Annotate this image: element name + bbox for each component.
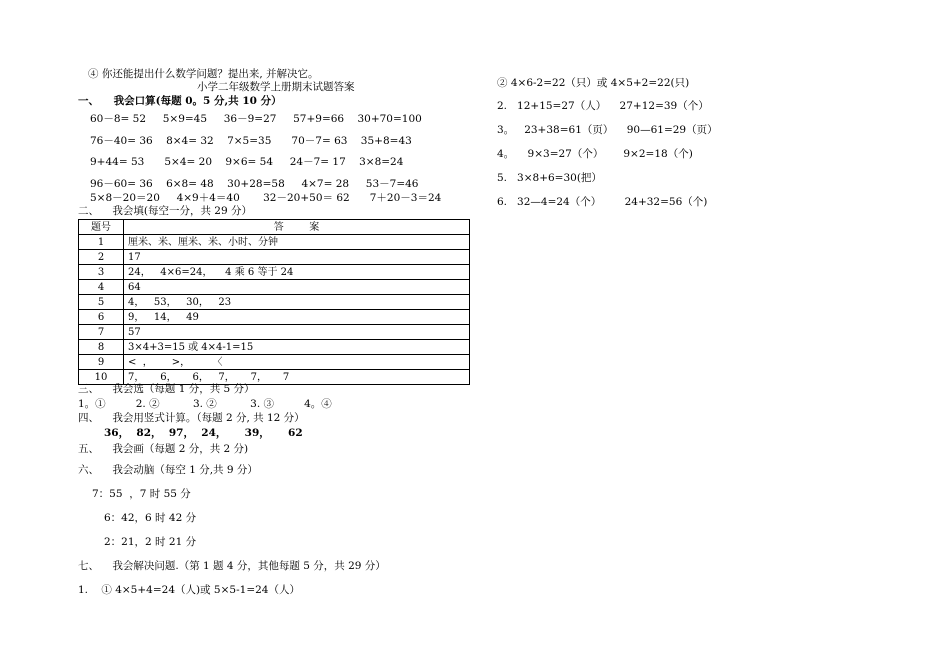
right-answer-line: 3。 23+38=61（页） 90—61=29（页）: [497, 124, 718, 136]
section2-heading: 二、 我会填(每空一分，共 29 分）: [78, 205, 252, 217]
table-row: [79, 355, 470, 370]
section1-row: 9+44= 53 5×4= 20 9×6= 54 24－7= 17 3×8=24: [90, 156, 404, 168]
right-answer-line: 6. 32—4=24（个） 24+32=56（个): [497, 196, 708, 208]
table-row: [79, 235, 470, 250]
table-cell-answer: 24， 4×6=24， 4 乘 6 等于 24: [124, 265, 470, 280]
section6-answer: 6：42，6 时 42 分: [104, 512, 197, 524]
table-cell-number: 3: [79, 265, 124, 280]
table-header-answer: 答 案: [124, 220, 470, 235]
section5-heading: 五、 我会画（每题 2 分，共 2 分): [78, 443, 249, 455]
table-cell-number: 7: [79, 325, 124, 340]
section7-question1: 1. ① 4×5+4=24（人)或 5×5-1=24（人）: [78, 584, 300, 596]
table-cell-answer: 4， 53， 30， 23: [124, 295, 470, 310]
section6-answer: 7：55 ，7 时 55 分: [92, 488, 191, 500]
table-header-row: [79, 220, 470, 235]
table-cell-answer: 57: [124, 325, 470, 340]
table-cell-number: 6: [79, 310, 124, 325]
table-cell-number: 4: [79, 280, 124, 295]
table-header-number: 题号: [79, 220, 124, 235]
right-answer-line: 2. 12+15=27（人） 27+12=39（个）: [497, 100, 709, 112]
table-cell-number: 9: [79, 355, 124, 370]
table-cell-answer: < ， >， 〈: [124, 355, 470, 370]
section6-heading: 六、 我会动脑（每空 1 分,共 9 分）: [78, 464, 258, 476]
section4-heading: 四、 我会用竖式计算。（每题 2 分, 共 12 分）: [78, 412, 305, 424]
right-answer-line: 4。 9×3=27（个） 9×2=18（个): [497, 148, 693, 160]
table-row: [79, 340, 470, 355]
table-cell-number: 8: [79, 340, 124, 355]
table-cell-answer: 7， 6， 6， 7， 7， 7: [124, 370, 470, 385]
table-row: [79, 295, 470, 310]
table-cell-answer: 17: [124, 250, 470, 265]
table-cell-number: 1: [79, 235, 124, 250]
table-row: [79, 325, 470, 340]
section1-heading: 一、 我会口算(每题 0。5 分,共 10 分）: [78, 95, 282, 107]
table-cell-answer: 厘米、米、厘米、米、小时、分钟: [124, 235, 470, 250]
table-cell-number: 2: [79, 250, 124, 265]
table-row: [79, 280, 470, 295]
section3-answers: 1。① 2. ② 3. ② 3. ③ 4。④: [78, 398, 332, 410]
section1-row: 60－8= 52 5×9=45 36－9=27 57+9=66 30+70=100: [90, 113, 422, 125]
section1-row: 96－60= 36 6×8= 48 30+28=58 4×7= 28 53－7=46: [90, 178, 419, 190]
table-cell-answer: 64: [124, 280, 470, 295]
section1-row: 76－40= 36 8×4= 32 7×5=35 70－7= 63 35+8=43: [90, 135, 412, 147]
section1-row: 5×8－20＝20 4×9＋4＝40 32－20+50＝ 62 7＋20－3＝24: [90, 192, 442, 204]
section3-heading: 三、 我会选（每题 1 分，共 5 分）: [78, 383, 255, 395]
table-cell-number: 10: [79, 370, 124, 385]
right-answer-line: 5. 3×8+6=30(把）: [497, 172, 602, 184]
page-title: 小学二年级数学上册期末试题答案: [197, 81, 355, 93]
section4-answers: 36， 82， 97， 24， 39， 62: [104, 427, 303, 439]
intro-question: ④ 你还能提出什么数学问题？提出来, 并解决它。: [88, 68, 319, 80]
answer-table: [78, 219, 470, 385]
section6-answer: 2：21，2 时 21 分: [104, 536, 197, 548]
table-row: [79, 250, 470, 265]
table-cell-answer: 3×4+3=15 或 4×4-1=15: [124, 340, 470, 355]
table-row: [79, 265, 470, 280]
table-cell-answer: 9， 14， 49: [124, 310, 470, 325]
right-answer-line: ② 4×6-2=22（只）或 4×5+2=22(只): [497, 77, 690, 89]
table-row: [79, 310, 470, 325]
table-cell-number: 5: [79, 295, 124, 310]
section7-heading: 七、 我会解决问题.（第 1 题 4 分，其他每题 5 分，共 29 分）: [78, 560, 386, 572]
